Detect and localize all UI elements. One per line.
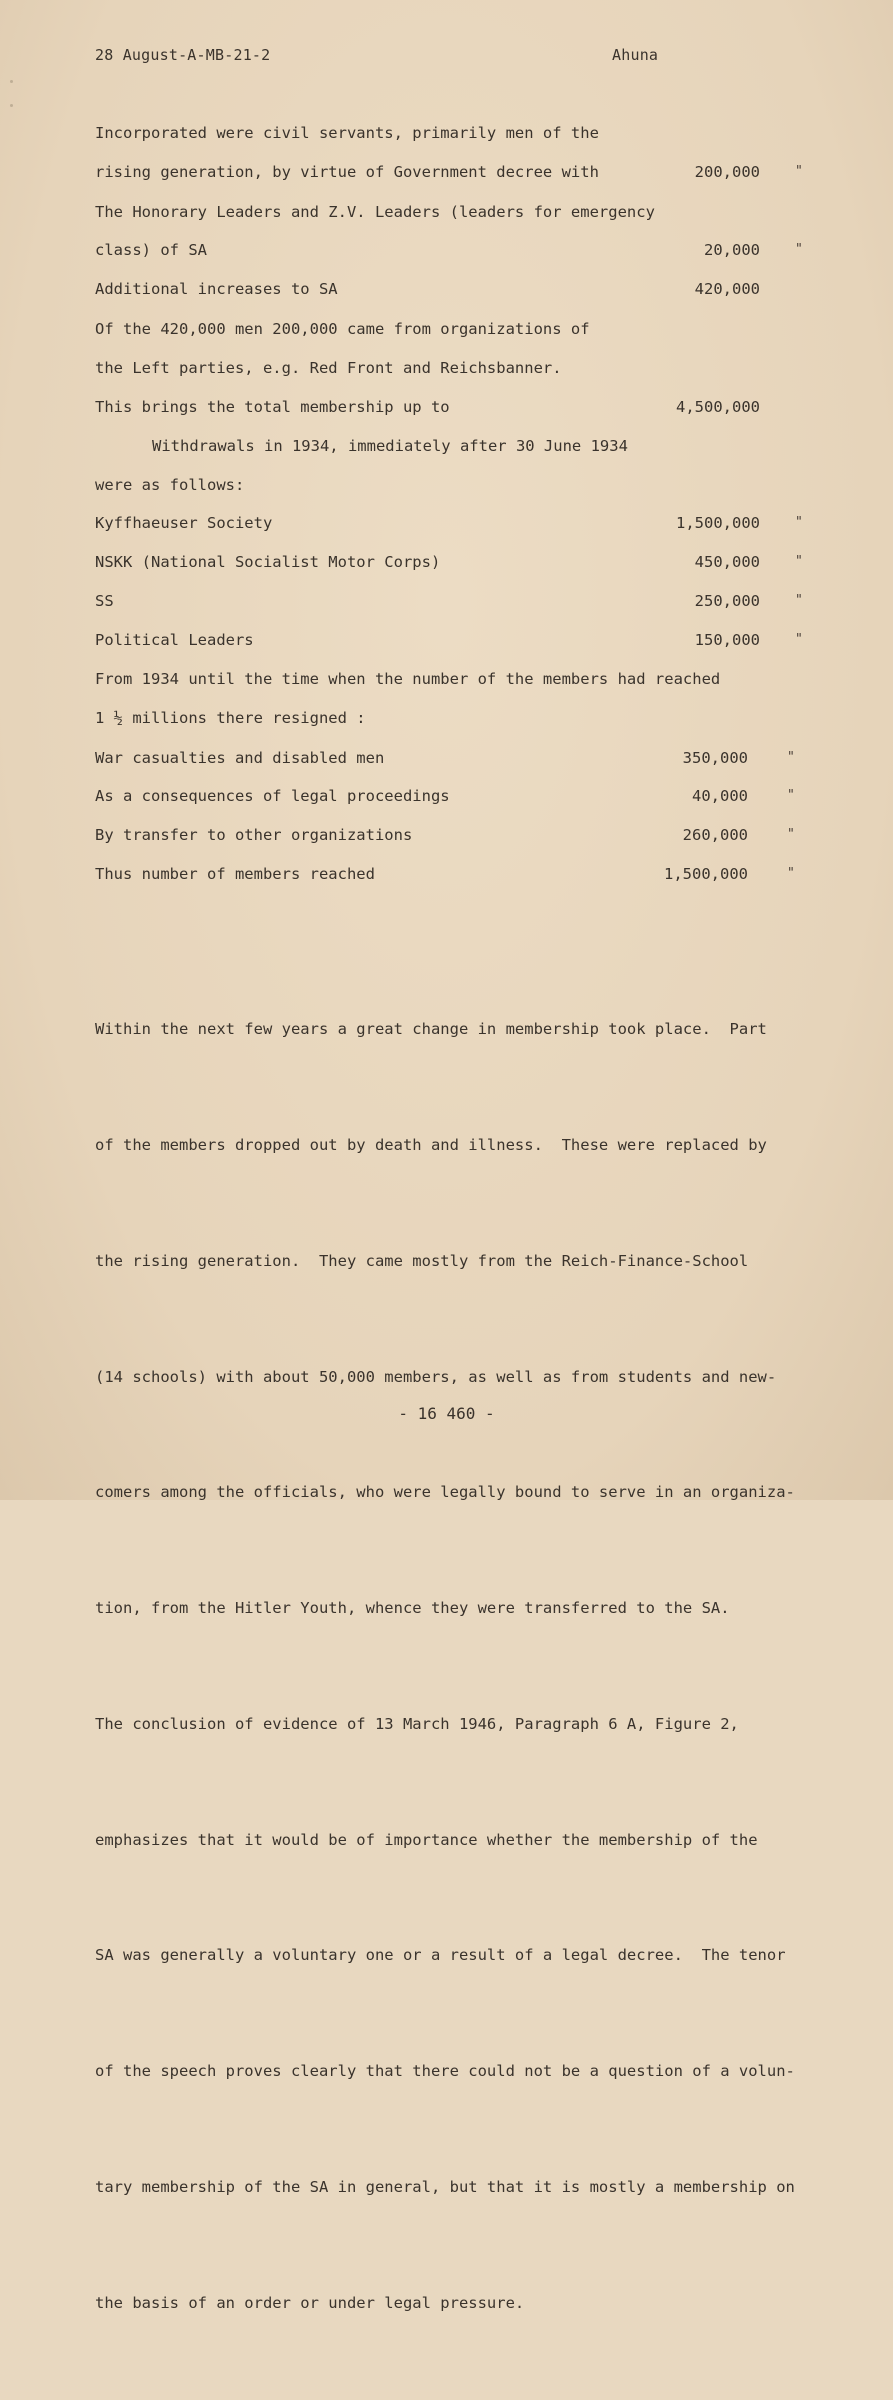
body-paragraph <box>95 933 815 2400</box>
ditto-mark: " <box>787 866 795 881</box>
row-text: the Left parties, e.g. Red Front and Reichsbanner. <box>95 359 562 377</box>
row-text: class) of SA <box>95 241 207 259</box>
row-text: Kyffhaeuser Society <box>95 514 273 532</box>
row-amount: 200,000 <box>694 163 760 181</box>
paragraph-line: the rising generation. They came mostly from the Reich-Finance-School <box>95 1251 749 1270</box>
resigned-row <box>95 747 893 769</box>
paper-speck <box>10 104 13 107</box>
ditto-mark: " <box>787 750 795 765</box>
row-amount: 1,500,000 <box>676 514 760 532</box>
paragraph-line: of the members dropped out by death and illness. These were replaced by <box>95 1135 767 1154</box>
resigned-row <box>95 785 893 807</box>
ditto-mark: " <box>795 515 803 530</box>
row <box>95 278 893 300</box>
ditto-mark: " <box>795 242 803 257</box>
intro-text: 1 ½ millions there resigned : <box>95 709 366 727</box>
row-amount: 4,500,000 <box>676 398 760 416</box>
row-amount: 150,000 <box>694 631 760 649</box>
row-text: Political Leaders <box>95 631 254 649</box>
row-amount: 420,000 <box>694 280 760 298</box>
row-text: By transfer to other organizations <box>95 826 413 844</box>
row-text: SS <box>95 592 114 610</box>
paragraph-line: comers among the officials, who were legally bound to serve in an organiza- <box>95 1483 795 1502</box>
paragraph-line: emphasizes that it would be of importance whether the membership of the <box>95 1830 758 1849</box>
paragraph-line: SA was generally a voluntary one or a result of a legal decree. The tenor <box>95 1946 786 1965</box>
row <box>95 161 893 183</box>
withdrawal-row <box>95 590 893 612</box>
withdrawal-row <box>95 629 893 651</box>
resigned-row <box>95 824 893 846</box>
withdrawals-intro <box>95 474 893 496</box>
withdrawal-row <box>95 551 893 573</box>
row-amount: 250,000 <box>694 592 760 610</box>
row-text: rising generation, by virtue of Government decree with <box>95 163 599 181</box>
row-text: The Honorary Leaders and Z.V. Leaders (leaders for emergency <box>95 203 655 221</box>
resigned-total-row <box>95 863 893 885</box>
row-text: Incorporated were civil servants, primarily men of the <box>95 124 599 142</box>
row <box>95 201 893 223</box>
withdrawal-row <box>95 512 893 534</box>
row <box>95 318 893 340</box>
row <box>95 122 893 144</box>
ditto-mark: " <box>795 164 803 179</box>
paragraph-line: tary membership of the SA in general, but that it is mostly a membership on <box>95 2178 795 2196</box>
intro-text: From 1934 until the time when the number of the members had reached <box>95 670 721 688</box>
resigned-intro <box>95 707 893 729</box>
document-reference: 28 August-A-MB-21-2 <box>95 46 271 64</box>
page-number: - 16 460 - <box>398 1404 495 1423</box>
paragraph-line: of the speech proves clearly that there could not be a question of a volun- <box>95 2062 795 2081</box>
ditto-mark: " <box>787 827 795 842</box>
resigned-intro <box>95 668 893 690</box>
ditto-mark: " <box>795 632 803 647</box>
paragraph-line: Within the next few years a great change in membership took place. Part <box>95 1020 767 1039</box>
row <box>95 357 893 379</box>
row-amount: 1,500,000 <box>664 865 748 883</box>
ditto-mark: " <box>787 788 795 803</box>
row-amount: 40,000 <box>692 787 748 805</box>
paper-speck <box>10 80 13 83</box>
witness-name: Ahuna <box>612 46 659 64</box>
row-amount: 450,000 <box>694 553 760 571</box>
row-text: Thus number of members reached <box>95 865 375 883</box>
paragraph-line: tion, from the Hitler Youth, whence they were transferred to the SA. <box>95 1599 730 1618</box>
intro-text: Withdrawals in 1934, immediately after 30 June 1934 <box>152 437 628 455</box>
ditto-mark: " <box>795 554 803 569</box>
row-text: Of the 420,000 men 200,000 came from organizations of <box>95 320 590 338</box>
row-amount: 350,000 <box>682 749 748 767</box>
row <box>95 396 893 418</box>
row-amount: 20,000 <box>704 241 760 259</box>
paragraph-line: the basis of an order or under legal pressure. <box>95 2293 525 2312</box>
ditto-mark: " <box>795 593 803 608</box>
row-amount: 260,000 <box>682 826 748 844</box>
row <box>95 239 893 261</box>
paragraph-line: The conclusion of evidence of 13 March 1946, Paragraph 6 A, Figure 2, <box>95 1714 739 1733</box>
intro-text: were as follows: <box>95 476 245 494</box>
row-text: This brings the total membership up to <box>95 398 450 416</box>
withdrawals-intro <box>95 435 893 457</box>
row-text: Additional increases to SA <box>95 280 338 298</box>
row-text: As a consequences of legal proceedings <box>95 787 450 805</box>
row-text: NSKK (National Socialist Motor Corps) <box>95 553 441 571</box>
paragraph-line: (14 schools) with about 50,000 members, as well as from students and new- <box>95 1367 777 1386</box>
row-text: War casualties and disabled men <box>95 749 385 767</box>
